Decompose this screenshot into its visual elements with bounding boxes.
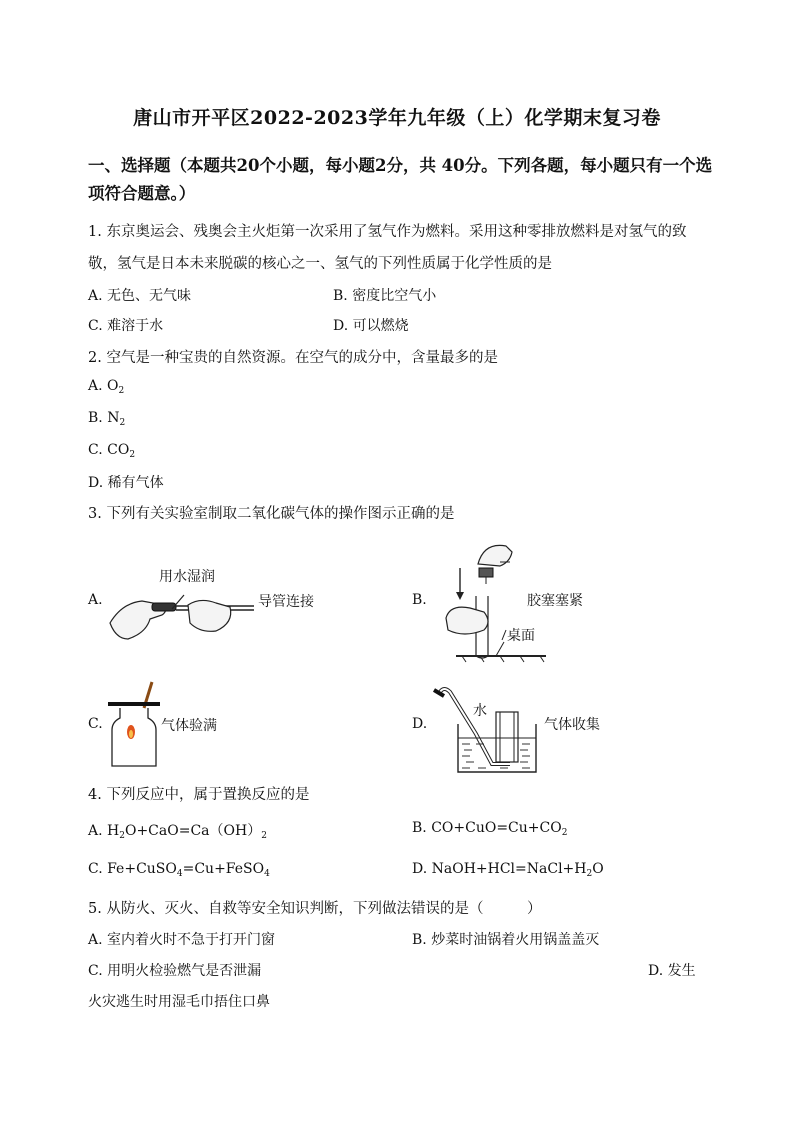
q4-option-d: D. $NaOH+HCl=NaCl+H_2O$	[412, 861, 604, 879]
q3-option-c: C.	[88, 716, 103, 732]
q4-option-b: B. $CO+CuO=Cu+CO_2$	[412, 820, 568, 838]
gas-full-test-figure	[108, 678, 168, 770]
q1-stem: 1. 东京奥运会、残奥会主火炬第一次采用了氢气作为燃料。采用这种零排放燃料是对氢气的致	[88, 224, 687, 240]
q2-option-b: B. $N_2$	[88, 410, 126, 428]
q2-stem: 2. 空气是一种宝贵的自然资源。在空气的成分中，含量最多的是	[88, 350, 498, 366]
fig-b-label-table: 桌面	[507, 628, 535, 644]
q1-option-c: C. 难溶于水	[88, 318, 164, 334]
section-heading-cont: 项符合题意。）	[88, 184, 196, 203]
q1-option-d: D. 可以燃烧	[333, 318, 409, 334]
q5-option-d: D. 发生	[648, 963, 696, 979]
q4-option-a: A. $H_2O+CaO=Ca(OH)_2$	[88, 823, 267, 841]
q4-option-c: C. Fe+CuSO$_4$=Cu+FeSO$_4$	[88, 861, 270, 879]
q5-option-c: C. 用明火检验燃气是否泄漏	[88, 963, 262, 979]
tube-connection-figure	[106, 585, 256, 645]
q5-option-d-cont: 火灾逃生时用湿毛巾捂住口鼻	[88, 994, 270, 1010]
q2-option-c: C. $CO_2$	[88, 442, 136, 460]
section-heading: 一、选择题（本题共20个小题，每小题2分，共 40分。下列各题，每小题只有一个选	[88, 156, 713, 175]
q1-option-a: A. 无色、无气味	[88, 288, 192, 304]
q5-stem: 5. 从防火、灭火、自救等安全知识判断，下列做法错误的是（ ）	[88, 901, 542, 917]
q4-stem: 4. 下列反应中，属于置换反应的是	[88, 787, 310, 803]
q2-option-a: A. $O_2$	[88, 378, 125, 396]
q5-option-b: B. 炒菜时油锅着火用锅盖盖灭	[412, 932, 600, 948]
q3-option-b: B.	[412, 592, 427, 608]
q3-stem: 3. 下列有关实验室制取二氧化碳气体的操作图示正确的是	[88, 506, 455, 522]
page-title: 唐山市开平区2022-2023学年九年级（上）化学期末复习卷	[133, 107, 661, 129]
q3-option-a: A.	[88, 592, 103, 608]
fig-b-label-stopper: 胶塞塞紧	[527, 593, 583, 609]
q2-option-d: D. 稀有气体	[88, 475, 164, 491]
fig-a-label-wet: 用水湿润	[159, 569, 215, 585]
stopper-insertion-figure	[440, 538, 550, 663]
fig-d-label: 气体收集	[544, 717, 600, 733]
q1-option-b: B. 密度比空气小	[333, 288, 437, 304]
fig-c-label: 气体验满	[161, 718, 217, 734]
fig-a-label-connect: 导管连接	[258, 594, 314, 610]
q5-option-a: A. 室内着火时不急于打开门窗	[88, 932, 276, 948]
q1-stem-cont: 敬，氢气是日本未来脱碳的核心之一、氢气的下列性质属于化学性质的是	[88, 256, 552, 272]
gas-collection-figure	[430, 684, 542, 776]
fig-d-label-water: 水	[473, 703, 487, 719]
q3-option-d: D.	[412, 716, 428, 732]
